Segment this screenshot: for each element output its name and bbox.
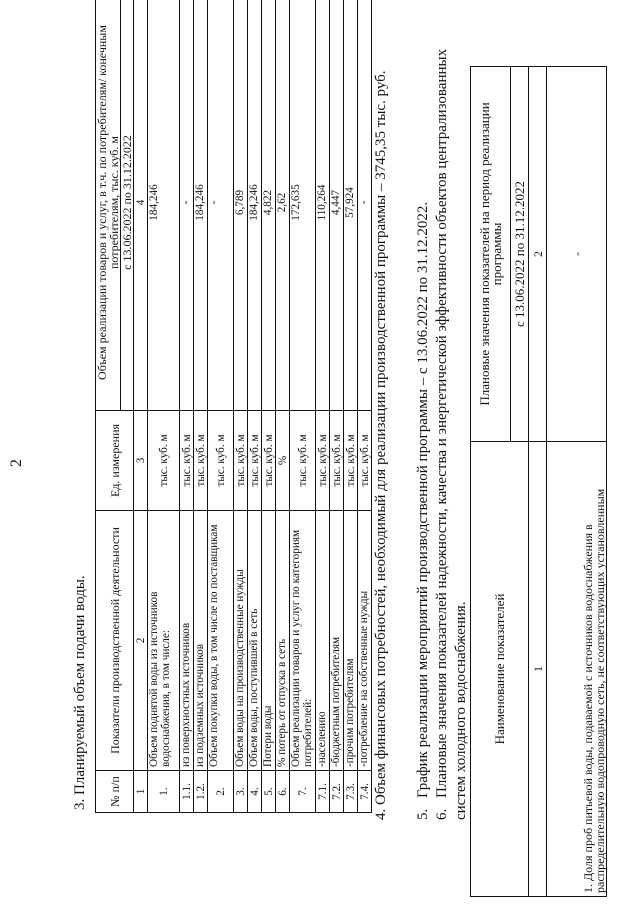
section-6	[433, 10, 471, 820]
row-no: 7.1.	[316, 771, 330, 813]
row-name: -населению	[316, 511, 330, 771]
row-no: 5.	[262, 771, 276, 813]
section-5-number: 5.	[415, 808, 431, 820]
row-value: -	[180, 0, 194, 411]
table-row	[194, 0, 208, 813]
row-value: 184,246	[194, 0, 208, 411]
row-no: 1.1.	[180, 771, 194, 813]
header-no: № п/п	[96, 771, 134, 813]
table2-numbering-row	[529, 67, 547, 897]
header-plan-values: Плановые значения показателей на период реализации программы	[471, 67, 511, 442]
row-no: 7.	[290, 771, 316, 813]
table-row	[547, 67, 607, 897]
table-row	[248, 0, 262, 813]
section-5-text: График реализации мероприятий производственной программы – с 13.06.2022 по 31.12.2022.	[415, 201, 431, 798]
section-6-number: 6.	[434, 808, 450, 820]
row-name: -прочим потребителям	[344, 511, 358, 771]
row-unit: тыс. куб. м	[344, 411, 358, 511]
row-value: -	[358, 0, 372, 411]
col-number: 1	[134, 771, 148, 813]
section-3-heading: 3. Планируемый объем подачи воды.	[72, 575, 88, 810]
water-supply-table	[95, 0, 372, 813]
header-period: с 13.06.2022 по 31.12.2022	[121, 0, 134, 411]
row-name: из поверхностных источников	[180, 511, 194, 771]
row-unit: тыс. куб. м	[262, 411, 276, 511]
row-no: 1.	[148, 771, 180, 813]
row-unit: тыс. куб. м	[194, 411, 208, 511]
row-name: % потерь от отпуска в сеть	[276, 511, 290, 771]
row-no: 3.	[234, 771, 248, 813]
row-unit: тыс. куб. м	[208, 411, 234, 511]
row-value: 57,924	[344, 0, 358, 411]
row-unit: тыс. куб. м	[234, 411, 248, 511]
table-row	[330, 0, 344, 813]
row-value: 184,246	[148, 0, 180, 411]
row-no: 1.2.	[194, 771, 208, 813]
row-no: 4.	[248, 771, 262, 813]
table2-header-row	[471, 67, 511, 897]
col-number: 3	[134, 411, 148, 511]
col-number: 4	[134, 0, 148, 411]
row-value: -	[547, 67, 607, 442]
row-value: 4,447	[330, 0, 344, 411]
table-row	[262, 0, 276, 813]
table-row	[180, 0, 194, 813]
row-unit: тыс. куб. м	[180, 411, 194, 511]
row-unit: тыс. куб. м	[316, 411, 330, 511]
row-name: -потребление на собственные нужды	[358, 511, 372, 771]
table-row	[234, 0, 248, 813]
table-row	[276, 0, 290, 813]
row-no: 7.4.	[358, 771, 372, 813]
row-unit: тыс. куб. м	[248, 411, 262, 511]
row-value: 6,789	[234, 0, 248, 411]
table-row	[208, 0, 234, 813]
row-no: 6.	[276, 771, 290, 813]
row-value: 2,62	[276, 0, 290, 411]
col-number: 1	[529, 442, 547, 897]
row-name: Объем поднятой воды из источников водоснабжения, в том числе:	[148, 511, 180, 771]
header-period: с 13.06.2022 по 31.12.2022	[511, 67, 529, 442]
table-row	[316, 0, 330, 813]
col-number: 2	[134, 511, 148, 771]
row-value: -	[208, 0, 234, 411]
row-value: 184,246	[248, 0, 262, 411]
row-no: 2.	[208, 771, 234, 813]
table-row	[290, 0, 316, 813]
row-name: -бюджетным потребителям	[330, 511, 344, 771]
table-header-row	[96, 0, 121, 813]
row-name: Объем реализации товаров и услуг по категориям потребителей:	[290, 511, 316, 771]
row-name: Объем покупки воды, в том числе по поставщикам	[208, 511, 234, 771]
row-unit: %	[276, 411, 290, 511]
row-unit: тыс. куб. м	[148, 411, 180, 511]
row-unit: тыс. куб. м	[358, 411, 372, 511]
section-6-text: Плановые значения показателей надежности, качества и энергетической эффективности объектов централизованных систем холодного водоснабжения.	[434, 48, 469, 820]
row-value: 110,264	[316, 0, 330, 411]
row-name: из подземных источников	[194, 511, 208, 771]
table-row	[344, 0, 358, 813]
row-name: 1. Доля проб питьевой воды, подаваемой с источников водоснабжения в распределительную водопроводную сеть, не соответствующих установленным	[547, 442, 607, 897]
row-name: Объем воды на производственные нужды	[234, 511, 248, 771]
header-indicator: Показатели производственной деятельности	[96, 511, 134, 771]
row-unit: тыс. куб. м	[330, 411, 344, 511]
section-5	[414, 10, 433, 820]
table-numbering-row	[134, 0, 148, 813]
section-4-text: 4. Объем финансовых потребностей, необходимый для реализации производственной программы – 3745,35 тыс. руб.	[373, 70, 389, 820]
row-value: 4,822	[262, 0, 276, 411]
row-name: Объем воды, поступившей в сеть	[248, 511, 262, 771]
table-row	[148, 0, 180, 813]
col-number: 2	[529, 67, 547, 442]
header-unit: Ед. измерения	[96, 411, 134, 511]
header-volume: Объем реализации товаров и услуг, в т.ч. по потребителям/ конечным потребителям, тыс. куб. м	[96, 0, 121, 411]
row-unit: тыс. куб. м	[290, 411, 316, 511]
row-no: 7.2.	[330, 771, 344, 813]
row-value: 172,635	[290, 0, 316, 411]
page-number: 2	[8, 459, 25, 467]
row-name: Потери воды	[262, 511, 276, 771]
reliability-indicators-table	[470, 66, 607, 897]
row-no: 7.3.	[344, 771, 358, 813]
table-row	[358, 0, 372, 813]
header-indicator-name: Наименование показателей	[471, 442, 529, 897]
